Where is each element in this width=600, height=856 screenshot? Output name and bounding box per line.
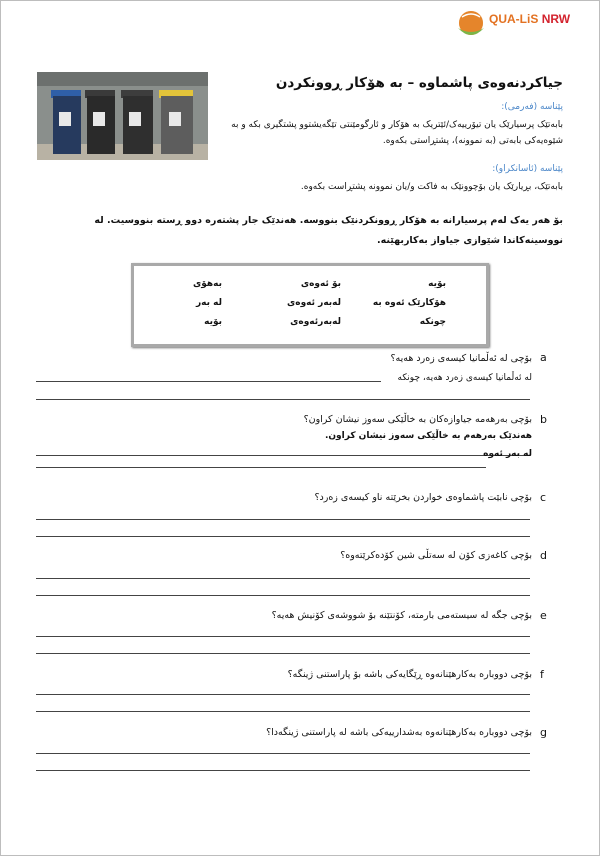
answer-line[interactable] [36,519,530,520]
answer-line[interactable] [36,578,530,579]
question-text: بۆچی جگە لە سیستەمی بارمتە، کۆنتێنە بۆ شووشەی کۆنیش هەیە؟ [271,610,532,621]
answer-line[interactable] [36,536,530,537]
question-text: بۆچی دووبارە بەکارهێنانەوە ڕێگایەکی باشە بۆ پاراستنی ژینگە؟ [287,669,532,680]
word-box-cell: بۆ ئەوەی [300,279,341,289]
question-letter: g [540,726,547,739]
simple-definition-label: پێناسە (ئاسانکراو): [492,164,563,174]
answer-line[interactable] [36,694,530,695]
word-box-cell: بۆیە [204,317,222,327]
question-letter: d [540,549,547,562]
question-text: بۆچی لە ئەڵمانیا کیسەی زەرد هەیە؟ [390,353,532,364]
formal-definition-text: بابەتێک پرسیارێک یان تیۆرییەک/ئێتریک بە هۆکار و ئارگومێنتی تێگەیشتوو پشتگیری بکە و بە شێوەیەکی بابەتی (بە نموونە)، پشتڕاستی بکەوە. [231,120,563,146]
page-title: جیاکردنەوەی پاشماوە – بە هۆکار ڕوونکردن [275,75,563,91]
formal-definition-label: پێناسە (فەرمی): [501,102,563,112]
answer-line[interactable] [36,711,530,712]
word-box-cell: هۆکارێک ئەوە بە [372,298,446,308]
answer-line[interactable] [36,636,530,637]
question-text: بۆچی دووبارە بەکارهێنانەوە بەشدارییەکی باشە لە پاراستنی ژینگەدا؟ [266,727,532,738]
logo-nrw-text: NRW [541,12,571,26]
connector-word-box [131,263,489,347]
logo-qua-text: QUA-LiS [489,12,539,26]
answer-starter: لە بەر ئەوە [483,449,532,459]
word-box-cell: لەبەر ئەوەی [287,298,341,308]
answer-line[interactable] [36,381,381,382]
question-letter: a [540,351,547,364]
answer-line[interactable] [36,653,530,654]
question-text: بۆچی نابێت پاشماوەی خواردن بخرێتە ناو کیسەی زەرد؟ [314,492,532,503]
instructions: بۆ هەر یەک لەم پرسیارانە بە هۆکار ڕوونکردنێک بنووسە. هەندێک جار پشتەرە دوو ڕستە بنووسیت. لە نووسینەکاندا شێوازی جیاواز بەکاربهێنە. [94,215,563,246]
word-box-cell: بەهۆی [193,279,222,289]
answer-starter: لە ئەڵمانیا کیسەی زەرد هەیە، چونکە [397,373,532,383]
waste-bins-photo [37,72,208,160]
answer-line[interactable] [36,399,530,400]
question-letter: b [540,413,547,426]
simple-definition-text: بابەتێک، بڕیارێک یان بۆچوونێک بە فاکت و/یان نموونە پشتڕاست بکەوە. [300,182,563,192]
question-letter: f [540,668,544,681]
logo-wordmark [489,12,570,26]
question-letter: e [540,609,547,622]
word-box-cell: لە بەر [196,298,222,308]
answer-line[interactable] [36,770,530,771]
answer-starter: هەندێک بەرهەم بە خاڵێکی سەوز نیشان کراون. [324,431,532,441]
question-text: بۆچی بەرهەمە جیاوازەکان بە خاڵێکی سەوز نیشان کراون؟ [303,414,532,425]
answer-line[interactable] [36,467,486,468]
answer-line[interactable] [36,455,530,456]
word-box-cell: بۆیە [428,279,446,289]
word-box-cell: لەبەرئەوەی [290,317,341,327]
question-letter: c [540,491,547,504]
question-text: بۆچی کاغەزی کۆن لە سەتڵی شین کۆدەکرێتەوە؟ [340,550,532,561]
answer-line[interactable] [36,595,530,596]
word-box-cell: چونکە [419,317,446,327]
answer-line[interactable] [36,753,530,754]
